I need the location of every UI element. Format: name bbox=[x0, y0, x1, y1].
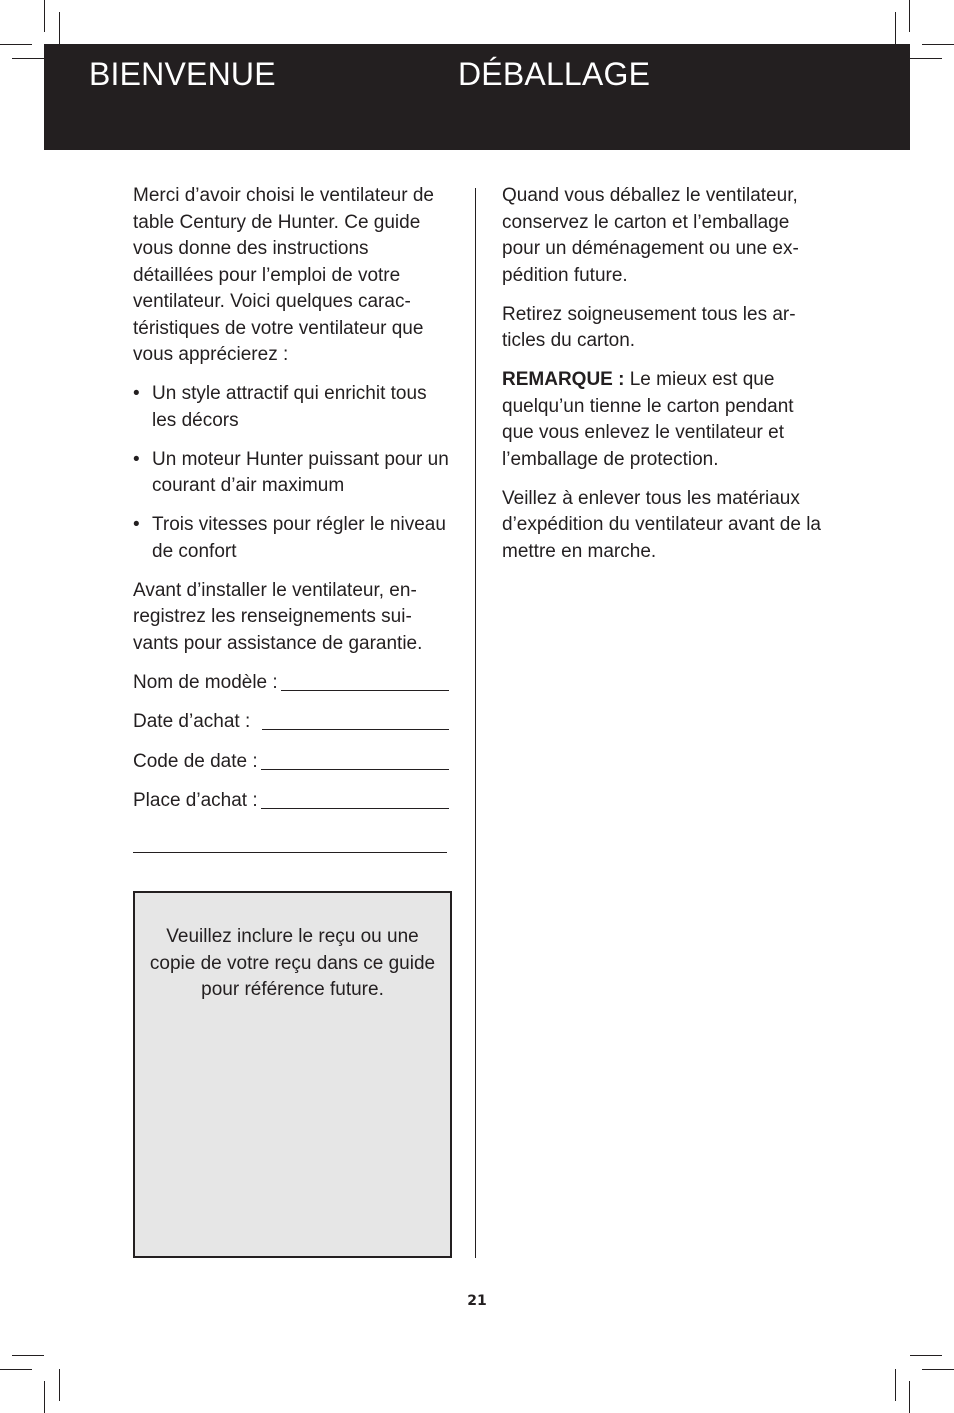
model-name-blank[interactable] bbox=[281, 690, 449, 691]
unpacking-paragraph: Retirez soigneusement tous les articles du carton. bbox=[502, 303, 796, 351]
feature-item: • Un style attractif qui enrichit tous les décors bbox=[133, 383, 427, 431]
crop-mark-top-left-h1 bbox=[0, 44, 32, 45]
unpacking-paragraph: Quand vous déballez le ventilateur, conservez le carton et l’emballage pour un déménagement ou une expédition future. bbox=[502, 185, 799, 286]
crop-mark-top-left-v1 bbox=[44, 0, 45, 32]
feature-list bbox=[133, 381, 449, 565]
crop-mark-bottom-left-h2 bbox=[12, 1355, 44, 1356]
welcome-column bbox=[133, 183, 449, 853]
bullet-icon: • bbox=[133, 383, 140, 404]
bullet-icon: • bbox=[133, 514, 140, 535]
date-code-label: Code de date : bbox=[133, 750, 258, 772]
section-title-unpacking: DÉBALLAGE bbox=[458, 56, 651, 92]
purchase-date-label: Date d’achat : bbox=[133, 711, 251, 732]
remark-paragraph bbox=[502, 367, 824, 473]
crop-mark-bottom-left-h1 bbox=[0, 1369, 32, 1370]
feature-item: • Trois vitesses pour régler le niveau de confort bbox=[133, 514, 446, 562]
receipt-box bbox=[133, 891, 452, 1258]
bullet-icon: • bbox=[133, 448, 140, 470]
crop-mark-bottom-right-h2 bbox=[910, 1355, 942, 1356]
purchase-place-blank[interactable] bbox=[261, 808, 449, 809]
crop-mark-top-right-h2 bbox=[910, 58, 942, 59]
crop-mark-top-right-v2 bbox=[895, 12, 896, 44]
section-title-welcome: BIENVENUE bbox=[89, 56, 276, 92]
date-code-blank[interactable] bbox=[261, 769, 449, 770]
purchase-place-label: Place d’achat : bbox=[133, 790, 258, 811]
model-name-label: Nom de modèle : bbox=[133, 671, 278, 693]
crop-mark-top-left-v2 bbox=[59, 12, 60, 44]
crop-mark-top-left-h2 bbox=[12, 58, 44, 59]
receipt-note: Veuillez inclure le reçu ou une copie de votre reçu dans ce guide pour référence future. bbox=[149, 926, 436, 1000]
crop-mark-bottom-right-h1 bbox=[922, 1369, 954, 1370]
crop-mark-bottom-left-v1 bbox=[44, 1381, 45, 1413]
purchase-place-field[interactable] bbox=[133, 788, 449, 815]
purchase-date-field[interactable] bbox=[133, 709, 449, 736]
feature-item: • Un moteur Hunter puissant pour un courant d’air maximum bbox=[133, 448, 449, 496]
crop-mark-bottom-left-v2 bbox=[59, 1369, 60, 1401]
unpacking-column bbox=[502, 183, 824, 578]
column-divider bbox=[475, 188, 476, 1258]
remark-text: Le mieux est que quelqu’un tienne le carton pendant que vous enlevez le ventilateur et l’emballage de protection. bbox=[502, 369, 794, 470]
crop-mark-bottom-right-v2 bbox=[895, 1369, 896, 1401]
date-code-field[interactable] bbox=[133, 749, 449, 776]
unpacking-paragraph: Veillez à enlever tous les matériaux d’expédition du ventilateur avant de la mettre en marche. bbox=[502, 487, 822, 562]
crop-mark-top-right-h1 bbox=[922, 44, 954, 45]
extra-blank-line[interactable] bbox=[133, 852, 447, 853]
purchase-date-blank[interactable] bbox=[262, 729, 449, 730]
remark-label: REMARQUE : bbox=[502, 369, 625, 390]
page-number: 21 bbox=[467, 1293, 487, 1309]
model-name-field[interactable] bbox=[133, 670, 449, 697]
crop-mark-bottom-right-v1 bbox=[909, 1381, 910, 1413]
crop-mark-top-right-v1 bbox=[909, 0, 910, 32]
register-note: Avant d’installer le ventilateur, enregistrez les renseignements suivants pour assistance de garantie. bbox=[133, 579, 423, 654]
welcome-intro: Merci d’avoir choisi le ventilateur de table Century de Hunter. Ce guide vous donne des instructions détaillées pour l’emploi de votre ventilateur. Voici quelques caractéristiques de votre ventilateur que vous apprécierez : bbox=[133, 185, 434, 365]
